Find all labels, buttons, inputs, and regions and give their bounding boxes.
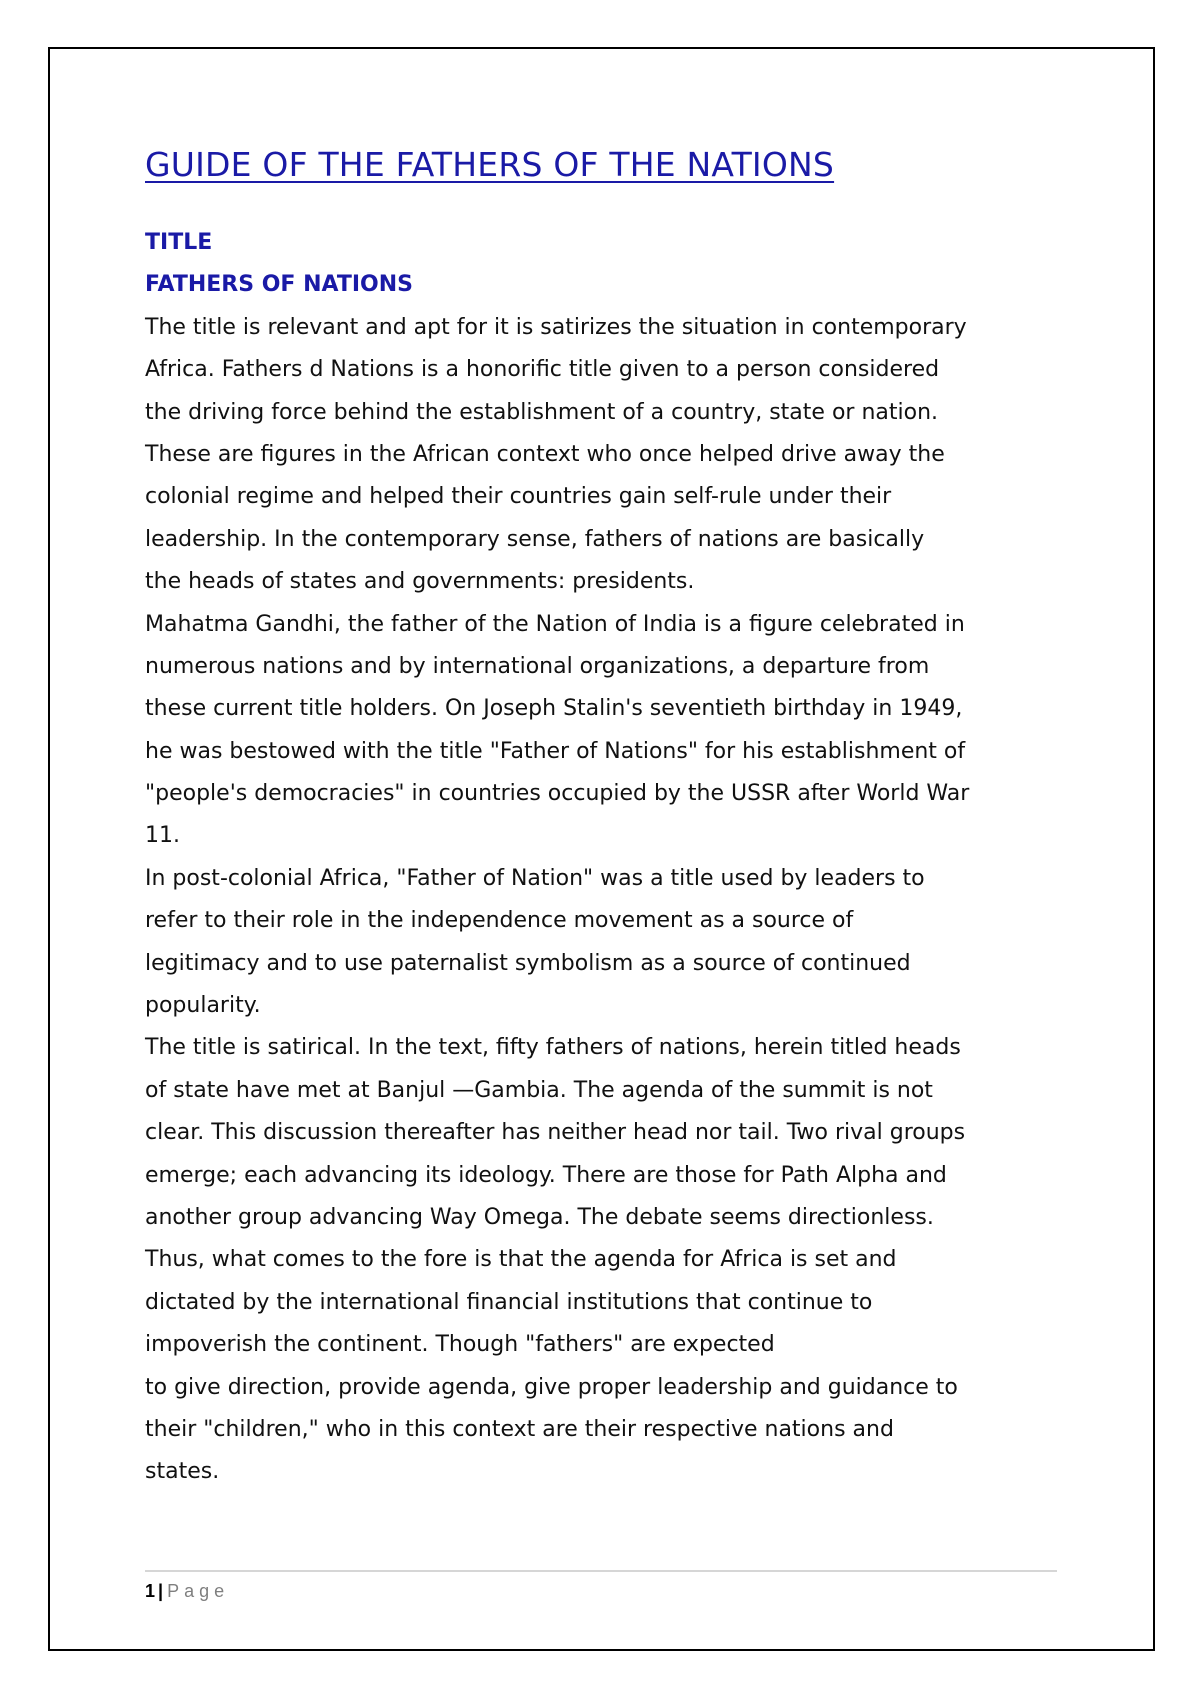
body-line: impoverish the continent. Though "fathers" are expected xyxy=(145,1332,775,1358)
body-line: he was bestowed with the title "Father of Nations" for his establishment of xyxy=(145,738,966,764)
body-line: In post-colonial Africa, "Father of Nation" was a title used by leaders to xyxy=(145,865,925,891)
body-line: The title is satirical. In the text, fifty fathers of nations, herein titled heads xyxy=(145,1035,961,1061)
page-number: 1 xyxy=(145,1581,156,1601)
body-line: to give direction, provide agenda, give proper leadership and guidance to xyxy=(145,1374,958,1400)
body-line: emerge; each advancing its ideology. There are those for Path Alpha and xyxy=(145,1162,947,1188)
body-line: Thus, what comes to the fore is that the agenda for Africa is set and xyxy=(145,1247,897,1273)
body-line: popularity. xyxy=(145,993,261,1019)
body-line: These are figures in the African context who once helped drive away the xyxy=(145,441,945,467)
body-line: states. xyxy=(145,1459,220,1485)
body-line: refer to their role in the independence movement as a source of xyxy=(145,908,854,934)
body-line: clear. This discussion thereafter has neither head nor tail. Two rival groups xyxy=(145,1120,966,1146)
body-line: their "children," who in this context are their respective nations and xyxy=(145,1416,894,1442)
body-line: dictated by the international financial institutions that continue to xyxy=(145,1289,873,1315)
body-line: numerous nations and by international organizations, a departure from xyxy=(145,653,930,679)
body-line: 11. xyxy=(145,823,180,849)
footer-separator: | xyxy=(158,1581,164,1601)
body-line: colonial regime and helped their countries gain self-rule under their xyxy=(145,484,892,510)
body-line: the driving force behind the establishment of a country, state or nation. xyxy=(145,399,938,425)
footer-divider xyxy=(145,1570,1057,1572)
body-line: "people's democracies" in countries occupied by the USSR after World War xyxy=(145,781,970,807)
body-line: Africa. Fathers d Nations is a honorific title given to a person considered xyxy=(145,357,940,383)
document-body xyxy=(145,222,1065,1494)
page-footer xyxy=(145,1581,229,1602)
body-line: The title is relevant and apt for it is satirizes the situation in contemporary xyxy=(145,314,967,340)
page-label: Page xyxy=(167,1581,230,1601)
body-line: legitimacy and to use paternalist symbolism as a source of continued xyxy=(145,950,911,976)
body-line: these current title holders. On Joseph Stalin's seventieth birthday in 1949, xyxy=(145,696,963,722)
body-line: the heads of states and governments: presidents. xyxy=(145,569,695,595)
body-line: of state have met at Banjul —Gambia. The agenda of the summit is not xyxy=(145,1077,933,1103)
section-heading: TITLE xyxy=(145,230,213,255)
document-title: GUIDE OF THE FATHERS OF THE NATIONS xyxy=(145,145,835,184)
body-line: Mahatma Gandhi, the father of the Nation of India is a figure celebrated in xyxy=(145,611,965,637)
body-line: another group advancing Way Omega. The debate seems directionless. xyxy=(145,1204,934,1230)
body-line: leadership. In the contemporary sense, fathers of nations are basically xyxy=(145,526,925,552)
sub-heading: FATHERS OF NATIONS xyxy=(145,272,413,298)
